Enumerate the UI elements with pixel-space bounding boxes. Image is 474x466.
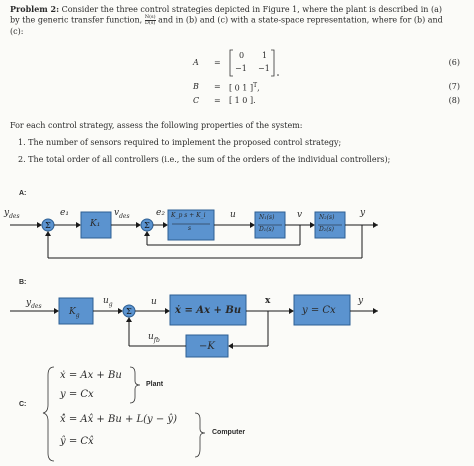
a-arrow-y	[373, 222, 378, 228]
b-arrow-sum	[118, 308, 123, 314]
b-sum-sigma: Σ	[126, 307, 132, 316]
a-label-v: v	[297, 210, 303, 220]
a-label-u: u	[230, 210, 236, 220]
b-arrow-k	[228, 343, 233, 349]
matrix-A-label: A	[193, 58, 199, 67]
equation-number-8: (8)	[448, 96, 460, 105]
matrix-A-r1c2: 1	[262, 51, 268, 60]
b-label-ydes: $y_{des}$	[26, 298, 42, 310]
a-arrow-fb-outer	[45, 231, 51, 236]
a-arrow-fb-inner	[144, 231, 150, 236]
b-plant-equation: ẋ = Ax + Bu	[175, 305, 242, 316]
b-arrow-kg	[54, 308, 59, 314]
questions-intro: For each control strategy, assess the following properties of the system:	[10, 121, 303, 130]
c-plant-label: Plant	[146, 381, 164, 388]
a-arrow-pi	[163, 222, 168, 228]
b-label-x: x	[265, 296, 271, 306]
a-label-k1: K₁	[90, 219, 101, 229]
equation-number-6: (6)	[448, 58, 460, 67]
a-arrow-sum2	[136, 222, 141, 228]
matrix-B-row: 0 1	[234, 83, 248, 93]
a-label-e2: e₂	[156, 208, 165, 218]
a-pi-numerator: K_p s + K_i	[171, 212, 206, 219]
equals-sign-A: =	[214, 58, 221, 67]
a-plant1-numerator: N₁(s)	[259, 214, 275, 221]
a-label-e1: e₁	[60, 208, 69, 218]
b-label-ufb: $u_{fb}$	[148, 332, 160, 344]
b-label-kg: $K_g$	[69, 307, 80, 319]
problem-text-line2	[10, 15, 443, 26]
diagram-b-label: B:	[19, 279, 27, 286]
a-sum1-sigma: Σ	[45, 221, 51, 230]
tf-denominator: D(s)	[144, 20, 156, 26]
b-output-equation: y = Cx	[302, 305, 336, 316]
diagram-a-label: A:	[19, 190, 27, 197]
a-arrow-plant1	[250, 222, 255, 228]
a-label-vdes: $v_{des}$	[114, 208, 130, 220]
problem-line2-pre: by the generic transfer function,	[10, 15, 143, 25]
transpose-mark: T	[253, 82, 258, 89]
equals-sign-B: =	[214, 82, 221, 91]
matrix-A-r2c2: −1	[258, 64, 270, 73]
matrix-C-label: C	[193, 96, 200, 105]
c-computer-eq2: ŷ = Cx̂	[60, 436, 94, 447]
matrix-C-row: 1 0	[234, 96, 248, 105]
a-plant2-numerator: N₂(s)	[319, 214, 335, 221]
diagram-a	[0, 198, 474, 268]
b-label-y: y	[358, 296, 364, 306]
a-arrow-plant2	[310, 222, 315, 228]
c-plant-eq2: y = Cx	[60, 389, 94, 400]
tf-numerator: N(s)	[144, 14, 156, 20]
a-label-ydes: $y_{des}$	[4, 208, 20, 220]
c-comp-brace	[195, 413, 205, 457]
equals-sign-C: =	[214, 96, 221, 105]
matrix-A-r1c1: 0	[239, 51, 245, 60]
problem-text-line1	[10, 4, 442, 15]
b-label-u: u	[151, 297, 157, 307]
b-arrow-output	[289, 308, 294, 314]
a-pi-denominator: s	[188, 225, 192, 232]
transfer-function-fraction	[145, 15, 156, 26]
matrix-A-r2c1: −1	[235, 64, 247, 73]
problem-line2-post: and in (b) and (c) with a state-space representation, where for (b) and	[158, 15, 443, 25]
diagram-c-label: C:	[19, 401, 27, 408]
c-plant-brace	[130, 367, 140, 403]
b-arrow-ufb	[126, 317, 132, 322]
a-sum2-sigma: Σ	[144, 221, 150, 230]
a-arrow-k1	[76, 222, 81, 228]
a-arrow-sum1	[37, 222, 42, 228]
b-arrow-y	[373, 308, 378, 314]
a-plant1-denominator: D₁(s)	[259, 226, 274, 233]
problem-line3: (c):	[10, 27, 24, 36]
matrix-C-value: [ 1 0 ].	[229, 96, 256, 105]
equation-number-7: (7)	[448, 82, 460, 91]
b-arrow-plant	[165, 308, 170, 314]
c-plant-eq1: ẋ = Ax + Bu	[60, 370, 122, 381]
c-computer-eq1: x̂̇ = Ax̂ + Bu + L(y − ŷ)	[60, 414, 177, 425]
question-item-2: 2. The total order of all controllers (i.e., the sum of the orders of the individual controllers);	[18, 155, 391, 164]
matrix-B-value: [ 0 1 ]$^T$,	[229, 82, 260, 93]
c-big-brace	[43, 367, 54, 461]
question-item-1: 1. The number of sensors required to implement the proposed control strategy;	[18, 138, 342, 147]
c-computer-label: Computer	[212, 429, 246, 436]
a-plant2-denominator: D₂(s)	[319, 226, 334, 233]
b-label-ug: $u_g$	[103, 296, 113, 308]
a-label-y: y	[360, 208, 366, 218]
problem-line1: Consider the three control strategies depicted in Figure 1, where the plant is described in (a)	[61, 5, 442, 14]
matrix-B-label: B	[193, 82, 199, 91]
problem-heading: Problem 2:	[10, 4, 60, 14]
diagram-b	[0, 285, 474, 365]
b-label-k: −K	[199, 341, 215, 352]
